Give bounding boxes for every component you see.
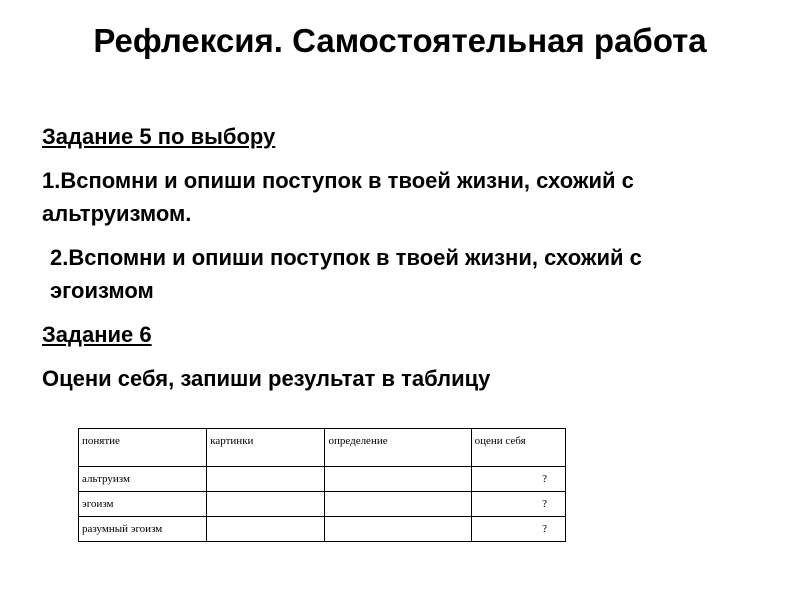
table-row	[79, 517, 566, 542]
column-header-pictures: картинки	[207, 429, 325, 467]
cell-pictures	[207, 467, 325, 492]
task5-item-2: 2.Вспомни и опиши поступок в твоей жизни, схожий с эгоизмом	[50, 245, 642, 303]
cell-definition	[325, 517, 471, 542]
table-row	[79, 492, 566, 517]
cell-self-assessment: ?	[471, 492, 565, 517]
task6-heading: Задание 6	[42, 322, 152, 347]
cell-pictures	[207, 517, 325, 542]
cell-concept: альтруизм	[79, 467, 207, 492]
self-assessment-table	[78, 428, 566, 542]
task6-text: Оцени себя, запиши результат в таблицу	[42, 366, 491, 391]
task5-heading: Задание 5 по выбору	[42, 124, 276, 149]
column-header-self-assessment: оцени себя	[471, 429, 565, 467]
task-text-block	[42, 120, 742, 406]
cell-concept: разумный эгоизм	[79, 517, 207, 542]
page-title: Рефлексия. Самостоятельная работа	[93, 22, 707, 59]
cell-pictures	[207, 492, 325, 517]
column-header-definition: определение	[325, 429, 471, 467]
cell-definition	[325, 467, 471, 492]
cell-self-assessment: ?	[471, 517, 565, 542]
column-header-concept: понятие	[79, 429, 207, 467]
cell-self-assessment: ?	[471, 467, 565, 492]
table-header-row	[79, 429, 566, 467]
cell-concept: эгоизм	[79, 492, 207, 517]
cell-definition	[325, 492, 471, 517]
table-row	[79, 467, 566, 492]
task5-item-1: 1.Вспомни и опиши поступок в твоей жизни, схожий с альтруизмом.	[42, 168, 634, 226]
